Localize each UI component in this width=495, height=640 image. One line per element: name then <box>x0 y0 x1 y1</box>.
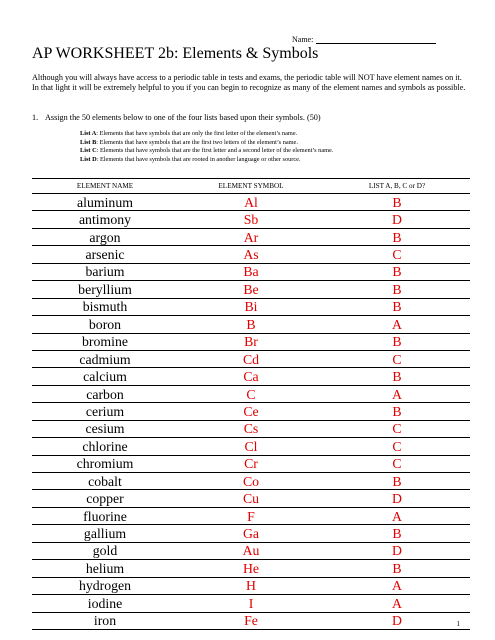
element-name-cell: copper <box>32 490 178 507</box>
table-row <box>32 455 470 472</box>
list-text: : Elements that have symbols that are the first letter and a second letter of the element’s name. <box>96 147 334 155</box>
table-row <box>32 525 470 542</box>
element-name-cell: iodine <box>32 595 178 612</box>
list-answer-cell: B <box>324 281 470 298</box>
element-symbol-cell: Ba <box>178 263 324 280</box>
list-definition <box>80 147 333 156</box>
question-number: 1. <box>32 113 39 122</box>
element-symbol-cell: Ce <box>178 403 324 420</box>
table-row <box>32 368 470 385</box>
table-row <box>32 316 470 333</box>
table-row <box>32 612 470 629</box>
list-answer-cell: D <box>324 490 470 507</box>
element-symbol-cell: Al <box>178 194 324 211</box>
table-row <box>32 333 470 350</box>
element-name-cell: beryllium <box>32 281 178 298</box>
header-list: LIST A, B, C or D? <box>324 179 470 194</box>
table-row <box>32 194 470 211</box>
element-symbol-cell: Ga <box>178 525 324 542</box>
element-name-cell: barium <box>32 263 178 280</box>
element-name-cell: chlorine <box>32 438 178 455</box>
list-definition <box>80 156 333 165</box>
list-definitions <box>80 130 333 164</box>
list-answer-cell: B <box>324 368 470 385</box>
list-answer-cell: C <box>324 420 470 437</box>
table-row <box>32 595 470 612</box>
elements-table <box>32 178 470 630</box>
table-row <box>32 403 470 420</box>
table-row <box>32 438 470 455</box>
list-answer-cell: B <box>324 333 470 350</box>
list-answer-cell: C <box>324 350 470 367</box>
list-label: List D <box>80 155 97 163</box>
element-symbol-cell: B <box>178 316 324 333</box>
list-answer-cell: A <box>324 316 470 333</box>
list-label: List A <box>80 130 97 137</box>
element-name-cell: chromium <box>32 455 178 472</box>
list-answer-cell: A <box>324 577 470 594</box>
table-row <box>32 263 470 280</box>
table-row <box>32 560 470 577</box>
table-row <box>32 473 470 490</box>
element-name-cell: calcium <box>32 368 178 385</box>
list-answer-cell: A <box>324 385 470 402</box>
intro-paragraph: Although you will always have access to a periodic table in tests and exams, the periodic table will NOT have element names on it. In that light it will be extremely helpful to you if you can begin to recognize as many of the element names and symbols as possible. <box>32 73 466 93</box>
table-row <box>32 350 470 367</box>
element-name-cell: fluorine <box>32 507 178 524</box>
list-answer-cell: B <box>324 228 470 245</box>
table-row <box>32 542 470 559</box>
list-answer-cell: A <box>324 595 470 612</box>
question-1 <box>32 113 321 122</box>
name-label: Name: <box>292 35 314 44</box>
list-answer-cell: D <box>324 542 470 559</box>
list-text: : Elements that have symbols that are rooted in another language or other source. <box>96 155 301 163</box>
element-symbol-cell: I <box>178 595 324 612</box>
list-answer-cell: B <box>324 194 470 211</box>
element-symbol-cell: Cu <box>178 490 324 507</box>
element-symbol-cell: H <box>178 577 324 594</box>
worksheet-title: AP WORKSHEET 2b: Elements & Symbols <box>32 45 319 62</box>
table-row <box>32 385 470 402</box>
element-name-cell: aluminum <box>32 194 178 211</box>
element-symbol-cell: F <box>178 507 324 524</box>
name-field <box>292 34 436 44</box>
element-symbol-cell: Bi <box>178 298 324 315</box>
element-name-cell: bromine <box>32 333 178 350</box>
list-answer-cell: A <box>324 507 470 524</box>
element-symbol-cell: Au <box>178 542 324 559</box>
name-blank[interactable] <box>316 34 436 44</box>
list-answer-cell: D <box>324 211 470 228</box>
table-row <box>32 298 470 315</box>
list-definition <box>80 139 333 148</box>
table-row <box>32 420 470 437</box>
list-text: : Elements that have symbols that are the first two letters of the element’s name. <box>96 138 298 146</box>
element-symbol-cell: Be <box>178 281 324 298</box>
element-symbol-cell: C <box>178 385 324 402</box>
element-symbol-cell: Cd <box>178 350 324 367</box>
table-row <box>32 577 470 594</box>
header-element-symbol: ELEMENT SYMBOL <box>178 179 324 194</box>
element-symbol-cell: As <box>178 246 324 263</box>
element-name-cell: helium <box>32 560 178 577</box>
list-answer-cell: B <box>324 560 470 577</box>
element-symbol-cell: Sb <box>178 211 324 228</box>
table-row <box>32 228 470 245</box>
element-name-cell: argon <box>32 228 178 245</box>
header-element-name: ELEMENT NAME <box>32 179 178 194</box>
list-answer-cell: B <box>324 263 470 280</box>
element-symbol-cell: Cl <box>178 438 324 455</box>
table-row <box>32 507 470 524</box>
list-text: : Elements that have symbols that are only the first letter of the element’s name. <box>96 130 298 137</box>
table-row <box>32 490 470 507</box>
element-name-cell: cerium <box>32 403 178 420</box>
list-answer-cell: C <box>324 438 470 455</box>
table-row <box>32 211 470 228</box>
list-answer-cell: B <box>324 403 470 420</box>
element-name-cell: gold <box>32 542 178 559</box>
list-label: List B <box>80 138 97 146</box>
element-name-cell: cobalt <box>32 473 178 490</box>
element-symbol-cell: Co <box>178 473 324 490</box>
element-name-cell: hydrogen <box>32 577 178 594</box>
element-name-cell: arsenic <box>32 246 178 263</box>
list-answer-cell: C <box>324 455 470 472</box>
list-answer-cell: D <box>324 612 470 629</box>
element-symbol-cell: He <box>178 560 324 577</box>
list-answer-cell: B <box>324 298 470 315</box>
table-row <box>32 281 470 298</box>
element-name-cell: antimony <box>32 211 178 228</box>
element-name-cell: cadmium <box>32 350 178 367</box>
table-row <box>32 246 470 263</box>
element-name-cell: gallium <box>32 525 178 542</box>
element-symbol-cell: Cs <box>178 420 324 437</box>
list-label: List C <box>80 147 97 155</box>
element-name-cell: carbon <box>32 385 178 402</box>
element-symbol-cell: Ar <box>178 228 324 245</box>
list-definition <box>80 130 333 139</box>
page-number: 1 <box>456 620 460 628</box>
element-symbol-cell: Fe <box>178 612 324 629</box>
list-answer-cell: B <box>324 525 470 542</box>
element-symbol-cell: Br <box>178 333 324 350</box>
table-header-row <box>32 179 470 194</box>
element-symbol-cell: Ca <box>178 368 324 385</box>
element-name-cell: boron <box>32 316 178 333</box>
question-text: Assign the 50 elements below to one of the four lists based upon their symbols. (50) <box>45 113 321 122</box>
list-answer-cell: C <box>324 246 470 263</box>
element-name-cell: cesium <box>32 420 178 437</box>
list-answer-cell: B <box>324 473 470 490</box>
element-name-cell: bismuth <box>32 298 178 315</box>
element-name-cell: iron <box>32 612 178 629</box>
element-symbol-cell: Cr <box>178 455 324 472</box>
